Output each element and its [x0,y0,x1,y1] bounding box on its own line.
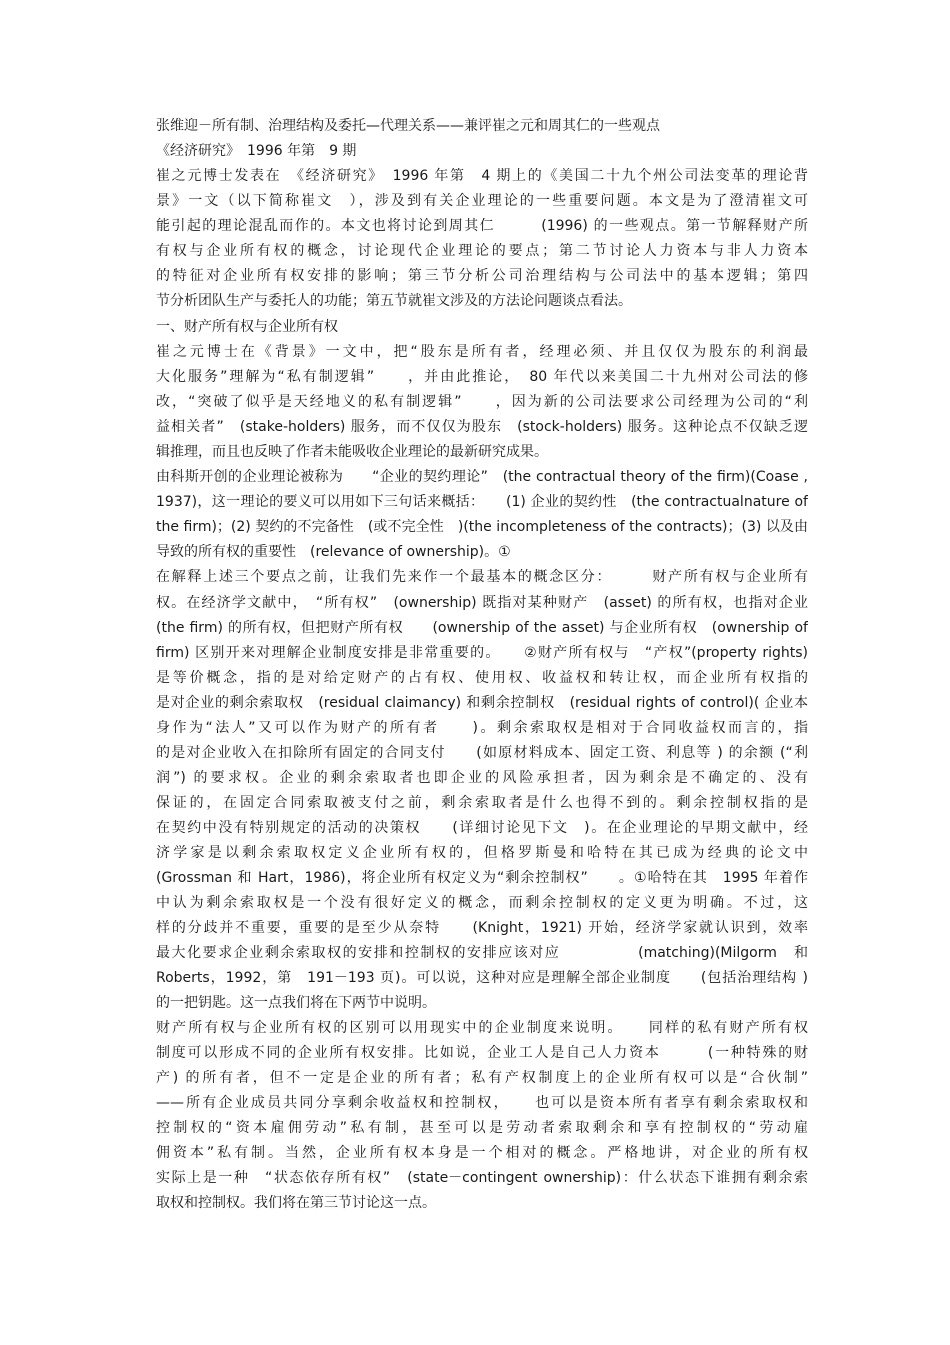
body-line: 一、财产所有权与企业所有权 [156,319,338,335]
body-line: 导致的所有权的重要性 (relevance of ownership)。① [156,544,511,560]
body-line: 大化服务”理解为“私有制逻辑” ，并由此推论， 80 年代以来美国二十九州对公司法的修 [156,369,808,385]
body-line: 崔之元博士在《背景》一文中，把“股东是所有者，经理必须、并且仅仅为股东的利润最 [156,344,808,360]
body-line: 崔之元博士发表在 《经济研究》 1996 年第 4 期上的《美国二十九个州公司法变革的理论背 [156,168,808,184]
body-line: 实际上是一种 “状态依存所有权” (state－contingent ownership)：什么状态下谁拥有剩余索 [156,1170,808,1186]
body-line: the firm)；(2) 契约的不完备性 (或不完全性 )(the incompleteness of the contracts)；(3) 以及由 [156,519,808,535]
body-line: (Grossman 和 Hart，1986)，将企业所有权定义为“剩余控制权” 。①哈特在其 1995 年着作 [156,870,808,886]
body-line: 益相关者” (stake-holders) 服务，而不仅仅为股东 (stock-holders) 服务。这种论点不仅缺乏逻 [156,419,808,435]
body-line: ——所有企业成员共同分享剩余收益权和控制权， 也可以是资本所有者享有剩余索取权和 [156,1095,808,1111]
body-line: 佣资本”私有制。当然，企业所有权本身是一个相对的概念。严格地讲，对企业的所有权 [156,1145,808,1161]
body-line: 产) 的所有者，但不一定是企业的所有者；私有产权制度上的企业所有权可以是“合伙制” [156,1070,808,1086]
body-line: 最大化要求企业剩余索取权的安排和控制权的安排应该对应 (matching)(Milgorm 和 [156,945,808,961]
body-line: 是对企业的剩余索取权 (residual claimancy) 和剩余控制权 (residual rights of control)( 企业本 [156,695,808,711]
body-line: 控制权的“资本雇佣劳动”私有制，甚至可以是劳动者索取剩余和享有控制权的“劳动雇 [156,1120,808,1136]
body-line: Roberts，1992，第 191－193 页)。可以说，这种对应是理解全部企业制度 (包括治理结构 ) [156,970,808,986]
body-line: 的特征对企业所有权安排的影响；第三节分析公司治理结构与公司法中的基本逻辑；第四 [156,268,808,284]
body-line: 1937)，这一理论的要义可以用如下三句话来概括： (1) 企业的契约性 (the contractualnature of [156,494,808,510]
body-line: 取权和控制权。我们将在第三节讨论这一点。 [156,1195,436,1211]
body-line: 在契约中没有特别规定的活动的决策权 (详细讨论见下文 )。在企业理论的早期文献中，经 [156,820,808,836]
body-line: (the firm) 的所有权，但把财产所有权 (ownership of the asset) 与企业所有权 (ownership of [156,620,808,636]
body-line: 的是对企业收入在扣除所有固定的合同支付 (如原材料成本、固定工资、利息等 ) 的余额 (“利 [156,745,808,761]
body-line: 景》一文（以下简称崔文 ），涉及到有关企业理论的一些重要问题。本文是为了澄清崔文可 [156,193,808,209]
body-line: 有权与企业所有权的概念，讨论现代企业理论的要点；第二节讨论人力资本与非人力资本 [156,243,808,259]
body-line: 的一把钥匙。这一点我们将在下两节中说明。 [156,995,436,1011]
body-line: firm) 区别开来对理解企业制度安排是非常重要的。 ②财产所有权与 “产权”(property rights) [156,645,808,661]
body-line: 权。在经济学文献中， “所有权” (ownership) 既指对某种财产 (asset) 的所有权，也指对企业 [156,595,808,611]
body-line: 身作为“法人”又可以作为财产的所有者 )。剩余索取权是相对于合同收益权而言的，指 [156,720,808,736]
body-line: 辑推理，而且也反映了作者未能吸收企业理论的最新研究成果。 [156,444,548,460]
body-line: 在解释上述三个要点之前，让我们先来作一个最基本的概念区分： 财产所有权与企业所有 [156,569,808,585]
body-line: 是等价概念，指的是对给定财产的占有权、使用权、收益权和转让权，而企业所有权指的 [156,670,808,686]
document-title: 张维迎－所有制、治理结构及委托—代理关系——兼评崔之元和周其仁的一些观点 [156,118,660,134]
body-line: 改，“突破了似乎是天经地义的私有制逻辑” ，因为新的公司法要求公司经理为公司的“利 [156,394,808,410]
body-line: 财产所有权与企业所有权的区别可以用现实中的企业制度来说明。 同样的私有财产所有权 [156,1020,808,1036]
body-line: 制度可以形成不同的企业所有权安排。比如说，企业工人是自己人力资本 (一种特殊的财 [156,1045,808,1061]
body-line: 节分析团队生产与委托人的功能；第五节就崔文涉及的方法论问题谈点看法。 [156,293,632,309]
document-source: 《经济研究》 1996 年第 9 期 [156,143,357,159]
body-line: 样的分歧并不重要，重要的是至少从奈特 (Knight，1921) 开始，经济学家就认识到，效率 [156,920,808,936]
body-line: 中认为剩余索取权是一个没有很好定义的概念，而剩余控制权的定义更为明确。不过，这 [156,895,808,911]
body-line: 保证的，在固定合同索取被支付之前，剩余索取者是什么也得不到的。剩余控制权指的是 [156,795,808,811]
body-line: 由科斯开创的企业理论被称为 “企业的契约理论” (the contractual theory of the firm)(Coase , [156,469,808,485]
body-line: 润”) 的要求权。企业的剩余索取者也即企业的风险承担者，因为剩余是不确定的、没有 [156,770,808,786]
body-line: 济学家是以剩余索取权定义企业所有权的，但格罗斯曼和哈特在其已成为经典的论文中 [156,845,808,861]
body-line: 能引起的理论混乱而作的。本文也将讨论到周其仁 (1996) 的一些观点。第一节解释财产所 [156,218,808,234]
